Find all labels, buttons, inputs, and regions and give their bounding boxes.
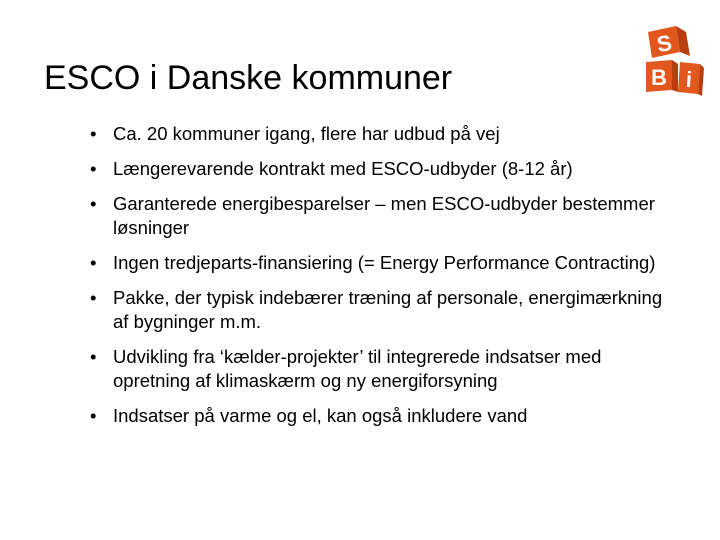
bullet-dot-icon: • xyxy=(90,158,97,179)
bullet-text: Ingen tredjeparts-finansiering (= Energy Performance Contracting) xyxy=(113,252,656,273)
bullet-text: Ca. 20 kommuner igang, flere har udbud på vej xyxy=(113,123,500,144)
bullet-item xyxy=(90,157,680,181)
bullet-dot-icon: • xyxy=(90,346,97,367)
bullet-item xyxy=(90,286,680,334)
logo-letter-b: B xyxy=(651,65,667,90)
bullet-dot-icon: • xyxy=(90,123,97,144)
logo-letter-i: i xyxy=(684,66,693,93)
bullet-dot-icon: • xyxy=(90,252,97,273)
bullet-text: Indsatser på varme og el, kan også inkludere vand xyxy=(113,405,528,426)
bullet-text: Længerevarende kontrakt med ESCO-udbyder (8-12 år) xyxy=(113,158,573,179)
bullet-text: Udvikling fra ‘kælder-projekter’ til integrerede indsatser med opretning af klimaskærm og ny energiforsyning xyxy=(113,346,602,391)
bullet-item xyxy=(90,345,680,393)
logo-letter-s: S xyxy=(654,29,674,58)
bullet-dot-icon: • xyxy=(90,405,97,426)
bullet-dot-icon: • xyxy=(90,193,97,214)
bullet-text: Garanterede energibesparelser – men ESCO-udbyder bestemmer løsninger xyxy=(113,193,655,238)
bullet-dot-icon: • xyxy=(90,287,97,308)
bullet-item xyxy=(90,192,680,240)
bullet-item xyxy=(90,122,680,146)
bullet-item xyxy=(90,404,680,428)
slide-title: ESCO i Danske kommuner xyxy=(44,59,453,97)
sbi-logo-icon xyxy=(640,22,706,98)
bullet-text: Pakke, der typisk indebærer træning af personale, energimærkning af bygninger m.m. xyxy=(113,287,663,332)
bullet-list xyxy=(90,122,680,439)
bullet-item xyxy=(90,251,680,275)
